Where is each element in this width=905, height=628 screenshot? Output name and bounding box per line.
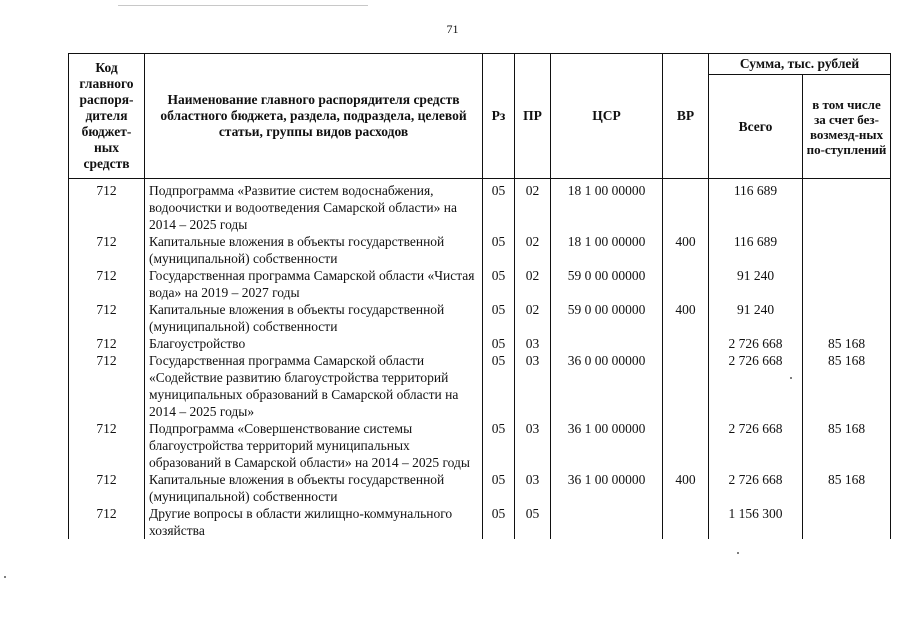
scan-artifact-line (118, 5, 368, 6)
cell-code: 712 (69, 233, 145, 267)
cell-csr: 36 1 00 00000 (551, 420, 663, 471)
table-row (69, 233, 891, 267)
cell-code: 712 (69, 420, 145, 471)
cell-gratuitous (803, 267, 891, 301)
cell-total: 116 689 (709, 179, 803, 234)
cell-total: 2 726 668 (709, 335, 803, 352)
cell-total: 91 240 (709, 301, 803, 335)
cell-total: 2 726 668 (709, 471, 803, 505)
cell-code: 712 (69, 471, 145, 505)
cell-gratuitous (803, 233, 891, 267)
cell-pr: 05 (515, 505, 551, 539)
cell-gratuitous (803, 179, 891, 234)
cell-vr (663, 420, 709, 471)
cell-vr (663, 179, 709, 234)
header-sum: Сумма, тыс. рублей (709, 54, 891, 75)
scan-speck (737, 552, 739, 554)
cell-pr: 03 (515, 420, 551, 471)
cell-total: 91 240 (709, 267, 803, 301)
cell-vr: 400 (663, 301, 709, 335)
cell-code: 712 (69, 352, 145, 420)
cell-rz: 05 (483, 179, 515, 234)
cell-csr (551, 505, 663, 539)
cell-name: Другие вопросы в области жилищно-коммунального хозяйства (145, 505, 483, 539)
page-number: 71 (446, 22, 459, 36)
cell-gratuitous: 85 168 (803, 352, 891, 420)
cell-total: 2 726 668 (709, 420, 803, 471)
cell-rz: 05 (483, 335, 515, 352)
cell-vr (663, 267, 709, 301)
cell-pr: 02 (515, 301, 551, 335)
cell-name: Государственная программа Самарской области «Содействие развитию благоустройства территорий муниципальных образований в Самарской области на 2014 – 2025 годы» (145, 352, 483, 420)
cell-name: Благоустройство (145, 335, 483, 352)
table-row (69, 352, 891, 420)
cell-vr (663, 352, 709, 420)
header-name: Наименование главного распорядителя средств областного бюджета, раздела, подраздела, целевой статьи, группы видов расходов (145, 54, 483, 179)
cell-pr: 03 (515, 352, 551, 420)
cell-csr: 36 1 00 00000 (551, 471, 663, 505)
cell-name: Капитальные вложения в объекты государственной (муниципальной) собственности (145, 233, 483, 267)
cell-pr: 03 (515, 335, 551, 352)
cell-gratuitous: 85 168 (803, 471, 891, 505)
cell-pr: 02 (515, 179, 551, 234)
cell-gratuitous (803, 301, 891, 335)
budget-table (68, 53, 891, 539)
table-row (69, 471, 891, 505)
cell-csr: 36 0 00 00000 (551, 352, 663, 420)
cell-total: 1 156 300 (709, 505, 803, 539)
table-row (69, 505, 891, 539)
cell-code: 712 (69, 267, 145, 301)
cell-rz: 05 (483, 233, 515, 267)
cell-rz: 05 (483, 471, 515, 505)
cell-name: Подпрограмма «Совершенствование системы благоустройства территорий муниципальных образований в Самарской области» на 2014 – 2025 годы (145, 420, 483, 471)
scan-speck (790, 377, 792, 379)
cell-total: 116 689 (709, 233, 803, 267)
table-row (69, 267, 891, 301)
cell-code: 712 (69, 505, 145, 539)
table-row (69, 301, 891, 335)
cell-name: Капитальные вложения в объекты государственной (муниципальной) собственности (145, 301, 483, 335)
cell-total: 2 726 668 (709, 352, 803, 420)
cell-gratuitous: 85 168 (803, 420, 891, 471)
cell-code: 712 (69, 179, 145, 234)
cell-vr: 400 (663, 233, 709, 267)
cell-rz: 05 (483, 352, 515, 420)
table-row (69, 179, 891, 234)
cell-vr (663, 335, 709, 352)
cell-csr (551, 335, 663, 352)
cell-code: 712 (69, 335, 145, 352)
header-rz: Рз (483, 54, 515, 179)
cell-rz: 05 (483, 420, 515, 471)
cell-csr: 59 0 00 00000 (551, 301, 663, 335)
cell-csr: 59 0 00 00000 (551, 267, 663, 301)
cell-vr (663, 505, 709, 539)
cell-name: Капитальные вложения в объекты государственной (муниципальной) собственности (145, 471, 483, 505)
header-vr: ВР (663, 54, 709, 179)
cell-gratuitous: 85 168 (803, 335, 891, 352)
table-header (69, 54, 891, 179)
cell-rz: 05 (483, 505, 515, 539)
cell-rz: 05 (483, 301, 515, 335)
table-body (69, 179, 891, 540)
cell-csr: 18 1 00 00000 (551, 179, 663, 234)
cell-gratuitous (803, 505, 891, 539)
cell-rz: 05 (483, 267, 515, 301)
scan-speck (4, 576, 6, 578)
cell-pr: 02 (515, 233, 551, 267)
cell-name: Государственная программа Самарской области «Чистая вода» на 2019 – 2027 годы (145, 267, 483, 301)
table-row (69, 335, 891, 352)
header-pr: ПР (515, 54, 551, 179)
cell-code: 712 (69, 301, 145, 335)
cell-vr: 400 (663, 471, 709, 505)
header-code: Код главного распоря-дителя бюджет-ных средств (69, 54, 145, 179)
header-gratuitous: в том числе за счет без-возмезд-ных по-ступлений (803, 75, 891, 179)
cell-pr: 02 (515, 267, 551, 301)
cell-name: Подпрограмма «Развитие систем водоснабжения, водоочистки и водоотведения Самарской области» на 2014 – 2025 годы (145, 179, 483, 234)
cell-csr: 18 1 00 00000 (551, 233, 663, 267)
header-total: Всего (709, 75, 803, 179)
header-csr: ЦСР (551, 54, 663, 179)
table-row (69, 420, 891, 471)
cell-pr: 03 (515, 471, 551, 505)
